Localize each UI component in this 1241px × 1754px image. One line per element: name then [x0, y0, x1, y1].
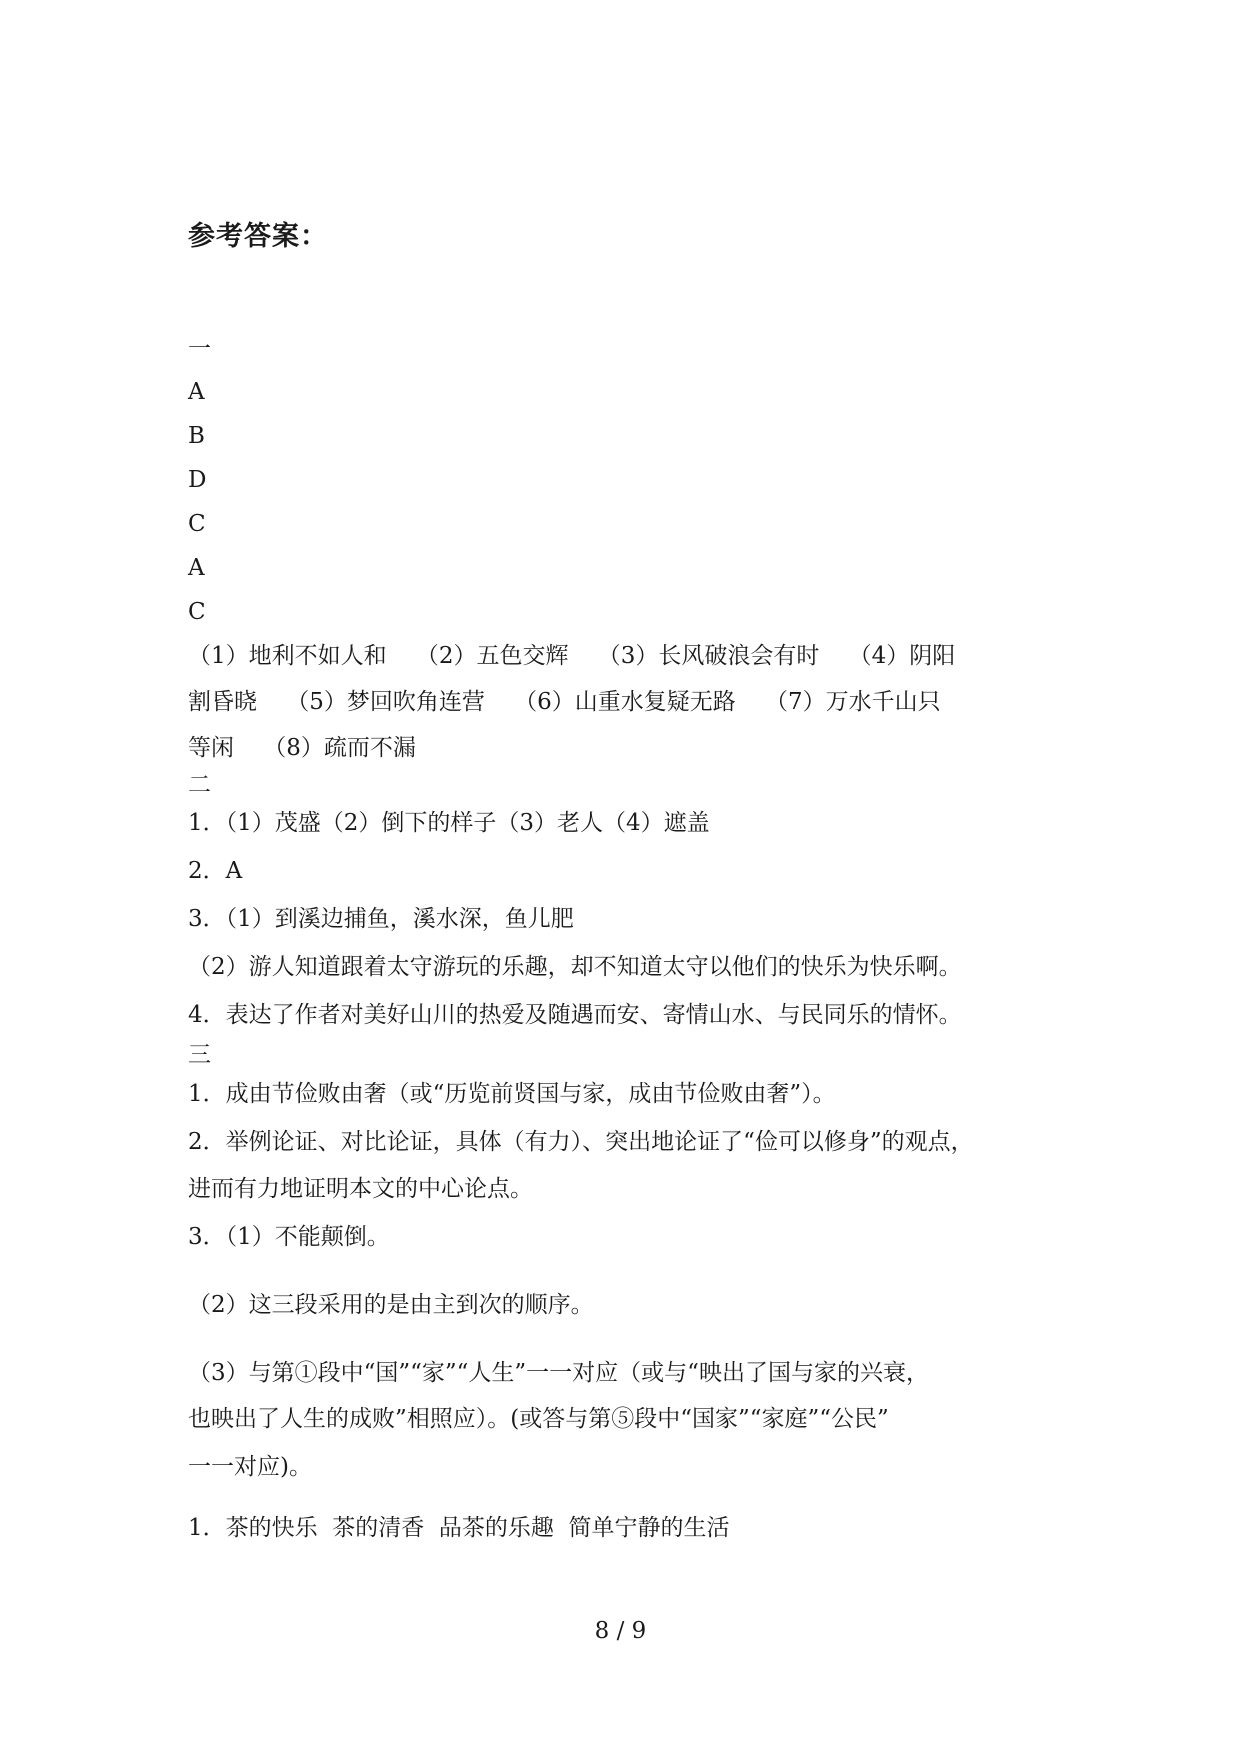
- answer-line: 3．（1）到溪边捕鱼，溪水深，鱼儿肥: [188, 906, 574, 932]
- answer-line: （1）地利不如人和 （2）五色交辉 （3）长风破浪会有时 （4）阴阳: [188, 643, 956, 669]
- answer-line: （2）游人知道跟着太守游玩的乐趣，却不知道太守以他们的快乐为快乐啊。: [188, 954, 962, 980]
- answer-line: 1．（1）茂盛（2）倒下的样子（3）老人（4）遮盖: [188, 810, 710, 836]
- answer-line: 4．表达了作者对美好山川的热爱及随遇而安、寄情山水、与民同乐的情怀。: [188, 1002, 962, 1028]
- answer-line: 一一对应)。: [188, 1454, 312, 1480]
- answer-line: A: [188, 555, 205, 581]
- section-one-marker: 一: [188, 336, 211, 362]
- answer-line: 割昏晓 （5）梦回吹角连营 （6）山重水复疑无路 （7）万水千山只: [188, 689, 941, 715]
- answer-line: 2．A: [188, 858, 243, 884]
- answer-heading: 参考答案：: [188, 221, 328, 252]
- answer-line: 2．举例论证、对比论证，具体（有力）、突出地论证了“俭可以修身”的观点，: [188, 1129, 974, 1155]
- answer-line: 进而有力地证明本文的中心论点。: [188, 1176, 533, 1202]
- answer-line: 3．（1）不能颠倒。: [188, 1224, 390, 1250]
- answer-line: C: [188, 511, 206, 537]
- answer-line: 等闲 （8）疏而不漏: [188, 735, 416, 761]
- answer-line: D: [188, 467, 207, 493]
- page-number: 8 / 9: [594, 1618, 647, 1644]
- section-three-marker: 三: [188, 1042, 211, 1068]
- answer-line: 1．成由节俭败由奢（或“历览前贤国与家，成由节俭败由奢”）。: [188, 1081, 836, 1107]
- answer-line: C: [188, 599, 206, 625]
- section-two-marker: 二: [188, 772, 211, 798]
- answer-line: 1．茶的快乐 茶的清香 品茶的乐趣 简单宁静的生活: [188, 1515, 730, 1541]
- answer-line: （2）这三段采用的是由主到次的顺序。: [188, 1292, 594, 1318]
- answer-line: B: [188, 423, 205, 449]
- answer-line: （3）与第①段中“国”“家”“人生”一一对应（或与“映出了国与家的兴衰，: [188, 1360, 929, 1386]
- answer-line: A: [188, 379, 205, 405]
- answer-line: 也映出了人生的成败”相照应）。(或答与第⑤段中“国家”“家庭”“公民”: [188, 1406, 889, 1432]
